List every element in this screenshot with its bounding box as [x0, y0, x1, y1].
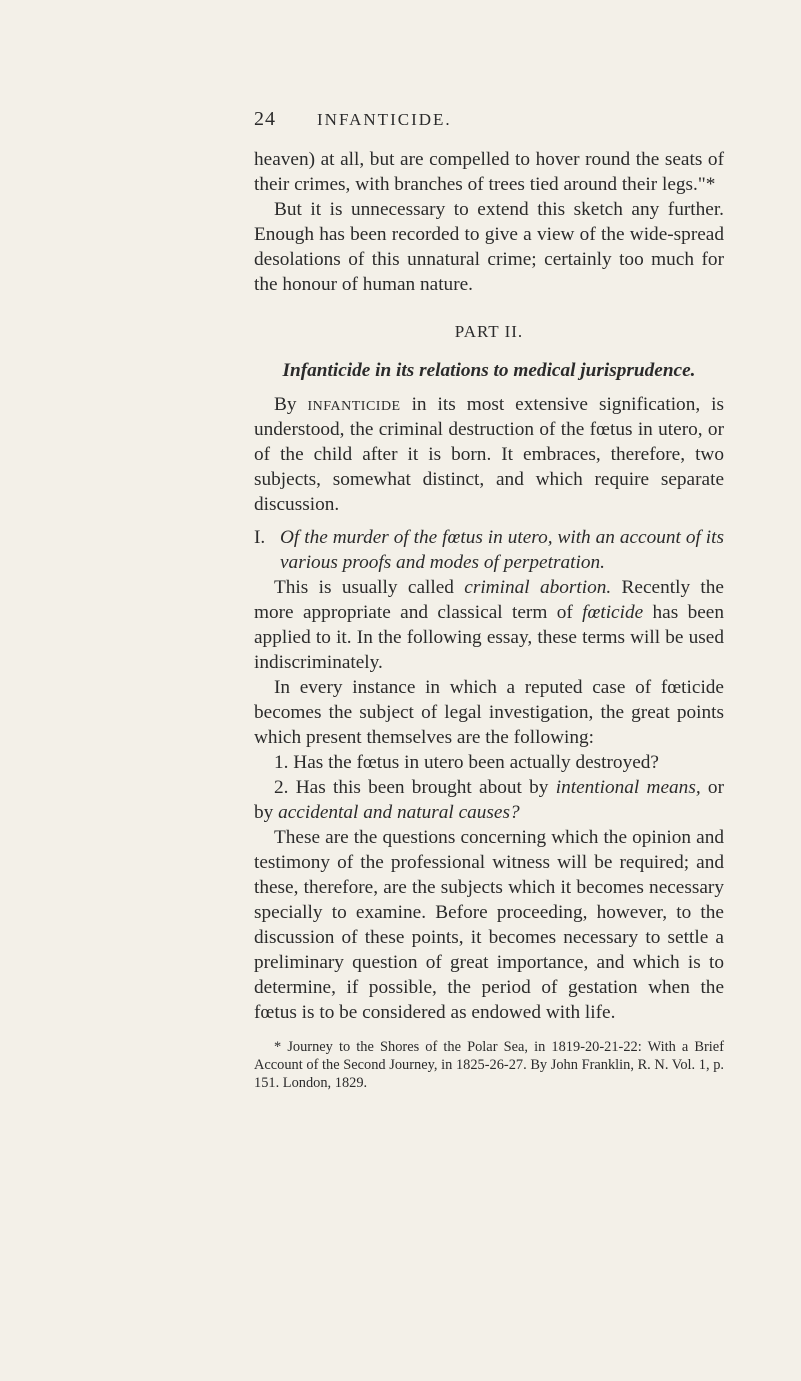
question-2-b: or by: [254, 777, 724, 823]
abortion-text-a: This is usually called: [274, 577, 465, 598]
term-accidental-causes: accidental and natural causes?: [278, 802, 520, 823]
term-infanticide: infanticide: [307, 394, 401, 415]
question-2: [254, 775, 724, 825]
term-foeticide: fœticide: [582, 602, 644, 623]
paragraph-investigation: In every instance in which a reputed case of fœticide becomes the subject of legal investigation, the great points which present themselves are the following:: [254, 677, 724, 748]
paragraph-sketch: But it is unnecessary to extend this sketch any further. Enough has been recorded to give a view of the wide-spread desolations of this unnatural crime; certainly too much for the honour of human nature.: [254, 199, 724, 295]
definition-text: in its most extensive signification, is understood, the criminal destruction of the fœtus in utero, or of the child after it is born. It embraces, therefore, two subjects, somewhat distinct, and which require separate discussion.: [254, 394, 724, 515]
abortion-text-b: Recently the more appropriate and classical term of: [254, 577, 724, 623]
part-heading: PART II.: [454, 322, 524, 341]
abortion-text-c: has been applied to it. In the following essay, these terms will be used indiscriminately.: [254, 602, 724, 673]
paragraph-continued: heaven) at all, but are compelled to hover round the seats of their crimes, with branches of trees tied around their legs."*: [254, 149, 724, 195]
paragraph-abortion: [254, 575, 724, 675]
footnote: * Journey to the Shores of the Polar Sea, in 1819-20-21-22: With a Brief Account of the Second Journey, in 1825-26-27. By John Franklin, R. N. Vol. 1, p. 151. London, 1829.: [254, 1039, 724, 1091]
page-body: [254, 147, 724, 1092]
section-number: I.: [254, 527, 266, 548]
page-header: [0, 108, 801, 132]
question-1: 1. Has the fœtus in utero been actually destroyed?: [274, 752, 659, 773]
part-subtitle: Infanticide in its relations to medical jurisprudence.: [282, 360, 696, 381]
page-number: 24: [254, 108, 276, 130]
section-title: Of the murder of the fœtus in utero, with an account of its various proofs and modes of perpetration.: [280, 527, 724, 573]
paragraph-definition: [254, 392, 724, 517]
question-2-a: 2. Has this been brought about by: [274, 777, 556, 798]
term-criminal-abortion: criminal abortion.: [464, 577, 612, 598]
running-head: INFANTICIDE.: [317, 110, 452, 129]
definition-lead: By: [274, 394, 297, 415]
paragraph-questions: These are the questions concerning which the opinion and testimony of the professional witness will be required; and these, therefore, are the subjects which it becomes necessary specially to examine. Before proceeding, however, to the discussion of these points, it becomes necessary to settle a preliminary question of great importance, and which is to determine, if possible, the period of gestation when the fœtus is to be considered as endowed with life.: [254, 827, 724, 1023]
section-heading: [254, 525, 724, 575]
term-intentional-means: intentional means,: [555, 777, 701, 798]
